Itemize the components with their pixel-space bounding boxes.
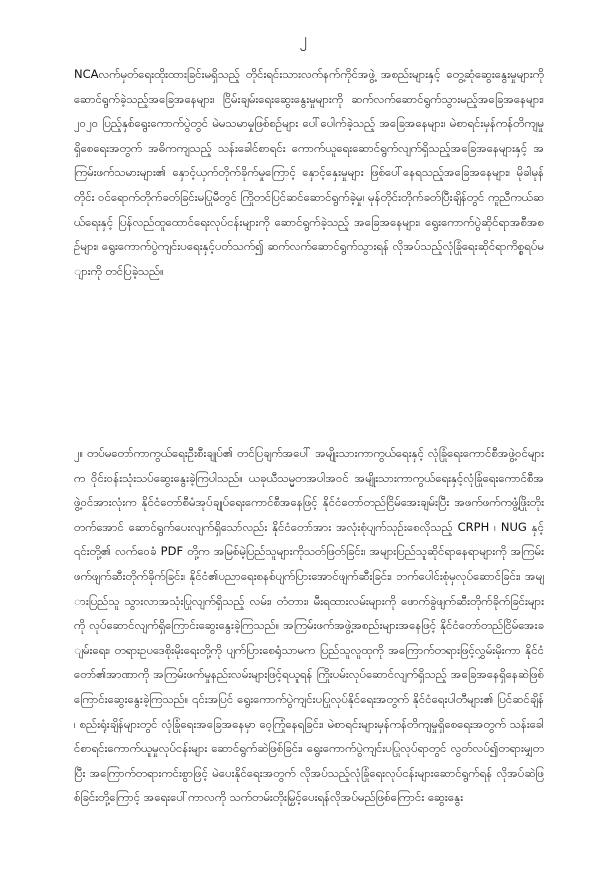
paragraph-1: NCAလက်မှတ်ရေးထိုးထားခြင်းမရှိသည့် တိုင်းရင်းသားလက်နက်ကိုင်အဖွဲ့ အစည်းများနှင့် တွေ့ဆုံဆွေးနွေးမှုများကို ဆောင်ရွက်ခဲ့သည့်အခြေအနေများ၊ ငြိမ်းချမ်းရေးဆွေးနွေးမှုများကို ဆက်လက်ဆောင်ရွက်သွားမည့်အခြေအနေများ၊ ၂၀၂၀ ပြည့်နှစ်ရွေးကောက်ပွဲတွင် မဲမသမာမှုဖြစ်စဉ်များ ပေါ်ပေါက်ခဲ့သည့် အခြေအနေများ၊ မဲစာရင်းမှန်ကန်တိကျမှုရှိစေရေးအတွက် အဓိကကျသည့် သန်းခေါင်စာရင်း ကောက်ယူရေးဆောင်ရွက်လျက်ရှိသည့်အခြေအနေများနှင့် အကြမ်းဖက်သမားများ၏ နှောင့်ယှက်တိုက်ခိုက်မှုကြောင့် နှောင့်နှေးမှုများ ဖြစ်ပေါ်နေရသည့်အခြေအနေများ၊ မိုခါမုန်တိုင်း ဝင်ရောက်တိုက်ခတ်ခြင်းမပြုမီတွင် ကြိုတင်ပြင်ဆင်ဆောင်ရွက်ခဲ့မှု၊ မုန်တိုင်းတိုက်ခတ်ပြီးချိန်တွင် ကူညီကယ်ဆယ်ရေးနှင့် ပြန်လည်ထူထောင်ရေးလုပ်ငန်းများကို ဆောင်ရွက်ခဲ့သည့် အခြေအနေများ၊ ရွေးကောက်ပွဲဆိုင်ရာအစီအစဉ်များ၊ ရွေးကောက်ပွဲကျင်းပရေးနှင့်ပတ်သက်၍ ဆက်လက်ဆောင်ရွက်သွားရန် လိုအပ်သည့်လုံခြုံရေးဆိုင်ရာကိစ္စရပ်များကို တင်ပြခဲ့သည်။ [74, 67, 544, 278]
document-body [74, 62, 544, 831]
page-number: ၂ [299, 30, 307, 48]
paragraph-2: ၂။ တပ်မတော်ကာကွယ်ရေးဦးစီးချုပ်၏ တင်ပြချက်အပေါ် အမျိုးသားကာကွယ်ရေးနှင့် လုံခြုံရေးကောင်စီအဖွဲ့ဝင်များက ဝိုင်းဝန်းသုံးသပ်ဆွေးနွေးခဲ့ကြပါသည်။ ယခုယီသမ္မတအပါအဝင် အမျိုးသားကာကွယ်ရေးနှင့်လုံခြုံရေးကောင်စီအဖွဲ့ဝင်အားလုံးက နိုင်ငံတော်စီမံအုပ်ချုပ်ရေးကောင်စီအနေဖြင့် နိုင်ငံတော်တည်ငြိမ်အေးချမ်းပြီး အဖက်ဖက်ကဖွံ့ဖြိုးတိုးတက်အောင် ဆောင်ရွက်ပေးလျက်ရှိသော်လည်း နိုင်ငံတော်အား အလုံးစုံပျက်သုဉ်းစေလိုသည့် CRPH ၊ NUG နှင့် ၎င်းတို့၏ လက်ဝေခံ PDF တို့က အမြစ်မဲ့ပြည်သူများကိုသတ်ဖြတ်ခြင်း၊ အများပြည်သူဆိုင်ရာနေရာများကို အကြမ်းဖက်ဖျက်ဆီးတိုက်ခိုက်ခြင်း၊ နိုင်ငံ၏ပညာရေးစနစ်ပျက်ပြားအောင်ဖျက်ဆီးခြင်း၊ ဘက်ပေါင်းစုံမှလုပ်ဆောင်ခြင်း၊ အများပြည်သူ သွားလာအသုံးပြုလျက်ရှိသည့် လမ်း၊ တံတား၊ မီးရထားလမ်းများကို ဖောက်ခွဲဖျက်ဆီးတိုက်ခိုက်ခြင်းများကို လုပ်ဆောင်လျက်ရှိကြောင်းဆွေးနွေးခဲ့ကြသည်။ အကြမ်းဖက်အဖွဲ့အစည်းများအနေဖြင့် နိုင်ငံတော်တည်ငြိမ်အေးချမ်းရေး၊ တရားဥပဒေစိုးမိုးရေးတို့ကို ပျက်ပြားစေရုံသာမက ပြည်သူလူထုကို အကြောက်တရားဖြင့်လွှမ်းမိုးကာ နိုင်ငံတော်၏အာဏာကို အကြမ်းဖက်မှုနည်းလမ်းများဖြင့်ရယူရန် ကြိုးပမ်းလုပ်ဆောင်လျက်ရှိသည့် အခြေအနေရှိနေဆဲဖြစ်ကြောင်းဆွေးနွေးခဲ့ကြသည်။ ၎င်းအပြင် ရွေးကောက်ပွဲကျင်းပပြုလုပ်နိုင်ရေးအတွက် နိုင်ငံရေးပါတီများ၏ ပြင်ဆင်ချိန်၊ စည်းရုံးချိန်များတွင် လုံခြုံရေးအခြေအနေမှာ ဝေ့ကြုံနေရခြင်း၊ မဲစာရင်းများမှန်ကန်တိကျမှုရှိစေရေးအတွက် သန်းခေါင်စာရင်းကောက်ယူမှုလုပ်ငန်းများ ဆောင်ရွက်ဆဲဖြစ်ခြင်း၊ ရွေးကောက်ပွဲကျင်းပပြုလုပ်ရာတွင် လွတ်လပ်၍တရားမျှတပြီး အကြောက်တရားကင်းစွာဖြင့် မဲပေးနိုင်ရေးအတွက် လိုအပ်သည့်လုံခြုံရေးလုပ်ငန်းများဆောင်ရွက်ရန် လိုအပ်ဆဲဖြစ်ခြင်းတို့ကြောင့် အရေးပေါ်ကာလကို သက်တမ်းတိုးမြှင့်ပေးရန်လိုအပ်မည်ဖြစ်ကြောင်း ဆွေးနွေး [74, 446, 544, 805]
